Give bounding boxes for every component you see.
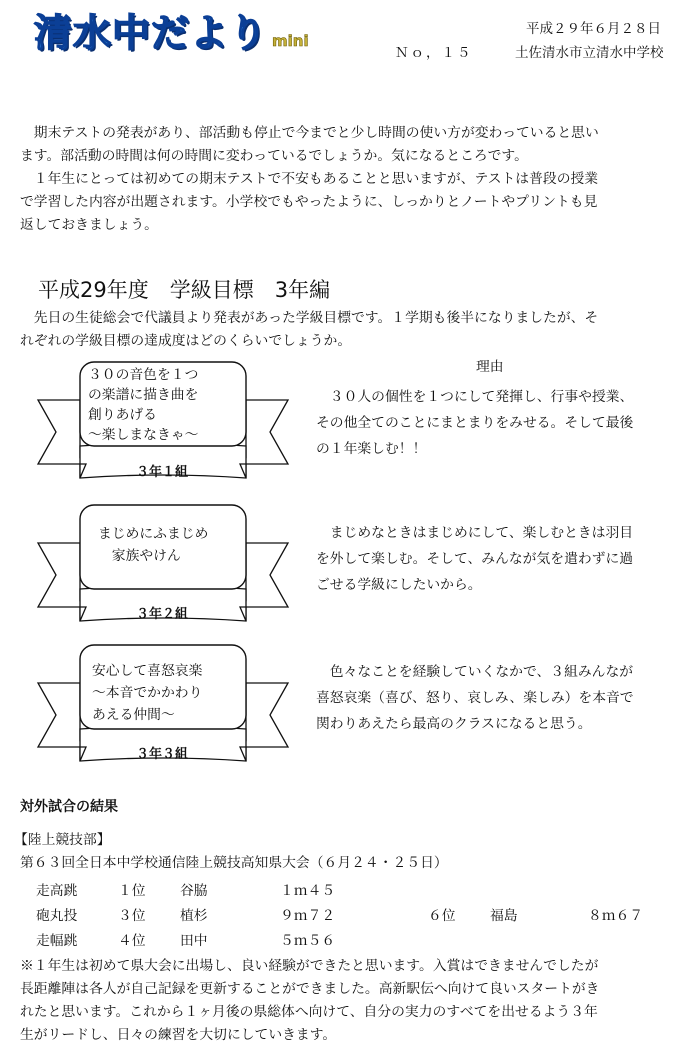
event-cell: 走幅跳: [36, 933, 78, 949]
club-name: 【陸上競技部】: [14, 832, 111, 848]
intro-line: 期末テストの発表があり、部活動も停止で今までと少し時間の使い方が変わっていると思い: [20, 125, 599, 141]
class-reason: [316, 384, 633, 462]
note-line: 長距離陣は各人が自己記録を更新することができました。高新駅伝へ向けて良いスタートがき: [20, 981, 600, 997]
reason-line: 喜怒哀楽（喜び、怒り、哀しみ、楽しみ）を本音で: [316, 690, 634, 706]
class-motto: [98, 523, 208, 567]
place-cell: ４位: [118, 933, 146, 949]
place-cell: ６位: [428, 908, 456, 924]
note-line: ※１年生は初めて県大会に出場し、良い経験ができたと思います。入賞はできませんでしたが: [20, 958, 599, 974]
results-table: [20, 879, 692, 954]
place-cell: １位: [118, 883, 146, 899]
results-note: [20, 955, 692, 1047]
newsletter-logo: [34, 11, 309, 55]
name-cell: 福島: [490, 908, 518, 924]
motto-line: 創りあげる: [88, 407, 157, 423]
class-reason: [316, 659, 634, 737]
school-name: 土佐清水市立清水中学校: [515, 45, 664, 61]
reason-line: の１年楽しむ！！: [316, 441, 427, 457]
table-row: [20, 879, 692, 904]
reason-line: その他全てのことにまとまりをみせる。そして最後: [316, 415, 634, 431]
issue-number: Ｎｏ，１５: [395, 45, 473, 61]
reason-line: 色々なことを経験していくなかで、３組みんなが: [316, 664, 634, 680]
lead-line: れぞれの学級目標の達成度はどのくらいでしょうか。: [20, 333, 352, 349]
logo-subtitle: mini: [272, 32, 309, 50]
class-label: ３年３組: [135, 747, 188, 762]
intro-line: で学習した内容が出題されます。小学校でもやったように、しっかりとノートやプリントも見: [20, 194, 598, 210]
note-line: れたと思います。これから１ヶ月後の県総体へ向けて、自分の実力のすべてを出せるよう３年: [20, 1004, 598, 1020]
class-label: ３年１組: [135, 465, 188, 480]
name-cell: 田中: [180, 933, 208, 949]
intro-line: 返しておきましょう。: [20, 217, 158, 233]
event-cell: 走高跳: [36, 883, 78, 899]
motto-line: ３０の音色を１つ: [88, 367, 199, 383]
logo-title: 清水中だより: [34, 11, 269, 55]
place-cell: ３位: [118, 908, 146, 924]
motto-line: ～楽しまなきゃ～: [88, 427, 199, 443]
meet-name: 第６３回全日本中学校通信陸上競技高知県大会（６月２４・２５日）: [20, 855, 448, 871]
reason-line: ３０人の個性を１つにして発揮し、行事や授業、: [316, 389, 634, 405]
reason-label: 理由: [476, 359, 504, 375]
motto-line: 家族やけん: [98, 548, 181, 564]
record-cell: ５ｍ５６: [280, 933, 336, 949]
motto-line: まじめにふまじめ: [98, 526, 209, 542]
event-cell: 砲丸投: [36, 908, 78, 924]
class-motto: [92, 660, 202, 726]
results-title: 対外試合の結果: [20, 799, 118, 815]
name-cell: 植杉: [180, 908, 208, 924]
motto-line: あえる仲間～: [92, 707, 175, 723]
lead-line: 先日の生徒総会で代議員より発表があった学級目標です。１学期も後半になりましたが、そ: [20, 310, 599, 326]
note-line: 生がリードし、日々の練習を大切にしていきます。: [20, 1027, 337, 1043]
motto-line: 安心して喜怒哀楽: [92, 663, 203, 679]
record-cell: ９ｍ７２: [280, 908, 336, 924]
goals-lead: [20, 307, 692, 353]
class-reason: [316, 520, 633, 598]
reason-line: 関わりあえたら最高のクラスになると思う。: [316, 716, 592, 732]
record-cell: ８ｍ６７: [588, 908, 644, 924]
reason-line: まじめなときはまじめにして、楽しむときは羽目: [316, 525, 634, 541]
reason-line: ごせる学級にしたいから。: [316, 577, 482, 593]
section-heading: 平成29年度 学級目標 3年編: [38, 278, 331, 302]
motto-line: の楽譜に描き曲を: [88, 387, 199, 403]
intro-line: ます。部活動の時間は何の時間に変わっているでしょうか。気になるところです。: [20, 148, 528, 164]
name-cell: 谷脇: [180, 883, 208, 899]
class-label: ３年２組: [135, 607, 188, 622]
class-motto: [88, 365, 198, 445]
table-row: [20, 904, 692, 929]
motto-line: ～本音でかかわり: [92, 685, 203, 701]
issue-date: 平成２９年６月２８日: [526, 21, 661, 37]
record-cell: １ｍ４５: [280, 883, 336, 899]
table-row: [20, 929, 692, 954]
intro-line: １年生にとっては初めての期末テストで不安もあることと思いますが、テストは普段の授業: [20, 171, 599, 187]
intro-text: [20, 122, 692, 237]
reason-line: を外して楽しむ。そして、みんなが気を遣わずに過: [316, 551, 634, 567]
